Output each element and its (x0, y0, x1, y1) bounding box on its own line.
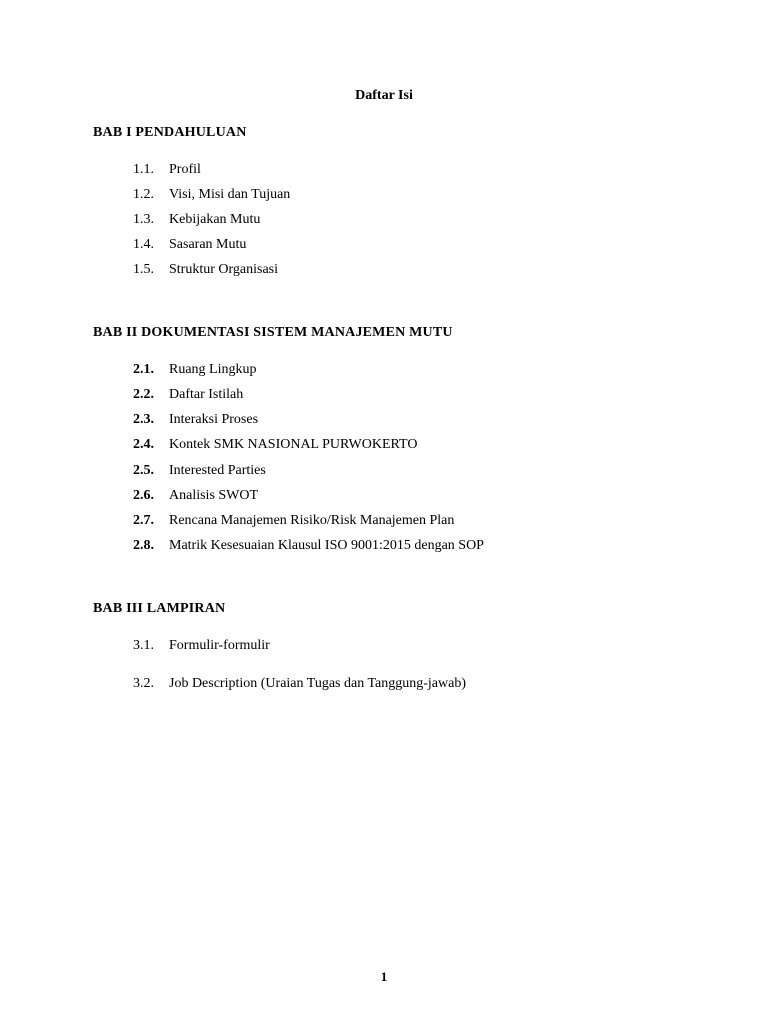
toc-item-label: Job Description (Uraian Tugas dan Tanggung-jawab) (169, 676, 466, 691)
toc-item-number: 2.3. (133, 412, 154, 427)
toc-item-label: Struktur Organisasi (169, 262, 279, 277)
toc-item-2-7 (133, 513, 454, 529)
toc-item-label: Kontek SMK NASIONAL PURWOKERTO (169, 437, 418, 452)
chapter-heading-2: BAB II DOKUMENTASI SISTEM MANAJEMEN MUTU (93, 325, 453, 340)
toc-item-number: 2.6. (133, 488, 154, 503)
toc-item-label: Matrik Kesesuaian Klausul ISO 9001:2015 dengan SOP (169, 538, 484, 553)
toc-item-2-6 (133, 488, 258, 504)
toc-item-number: 3.1. (133, 638, 154, 653)
toc-item-label: Profil (169, 162, 201, 177)
page-number: 1 (380, 969, 388, 984)
chapter-heading-1: BAB I PENDAHULUAN (93, 125, 247, 140)
toc-item-label: Rencana Manajemen Risiko/Risk Manajemen Plan (169, 513, 455, 528)
toc-item-2-3 (133, 412, 258, 428)
toc-item-number: 1.3. (133, 212, 154, 227)
toc-item-number: 1.1. (133, 162, 154, 177)
toc-item-1-4 (133, 237, 246, 253)
toc-item-label: Daftar Istilah (169, 387, 244, 402)
page-title: Daftar Isi (355, 88, 413, 103)
toc-item-1-3 (133, 212, 260, 228)
toc-item-number: 1.2. (133, 187, 154, 202)
toc-item-number: 2.1. (133, 362, 154, 377)
toc-item-number: 3.2. (133, 676, 154, 691)
toc-item-number: 2.7. (133, 513, 154, 528)
chapter-heading-3: BAB III LAMPIRAN (93, 601, 226, 616)
toc-item-number: 2.4. (133, 437, 154, 452)
toc-item-3-1 (133, 638, 270, 654)
toc-item-number: 1.5. (133, 262, 154, 277)
toc-item-2-2 (133, 387, 243, 403)
toc-item-2-1 (133, 362, 257, 378)
toc-item-2-8 (133, 538, 484, 554)
toc-item-1-1 (133, 162, 201, 178)
toc-item-1-2 (133, 187, 290, 203)
toc-item-number: 1.4. (133, 237, 154, 252)
toc-item-label: Ruang Lingkup (169, 362, 257, 377)
toc-item-number: 2.5. (133, 463, 154, 478)
toc-item-2-5 (133, 463, 266, 479)
toc-item-3-2 (133, 676, 466, 692)
toc-item-label: Interested Parties (169, 463, 266, 478)
toc-item-label: Formulir-formulir (169, 638, 270, 653)
toc-item-number: 2.2. (133, 387, 154, 402)
toc-item-label: Kebijakan Mutu (169, 212, 261, 227)
toc-item-2-4 (133, 437, 417, 453)
toc-item-number: 2.8. (133, 538, 154, 553)
toc-item-1-5 (133, 262, 278, 278)
toc-item-label: Interaksi Proses (169, 412, 259, 427)
toc-item-label: Sasaran Mutu (169, 237, 247, 252)
toc-item-label: Analisis SWOT (169, 488, 259, 503)
toc-item-label: Visi, Misi dan Tujuan (169, 187, 291, 202)
